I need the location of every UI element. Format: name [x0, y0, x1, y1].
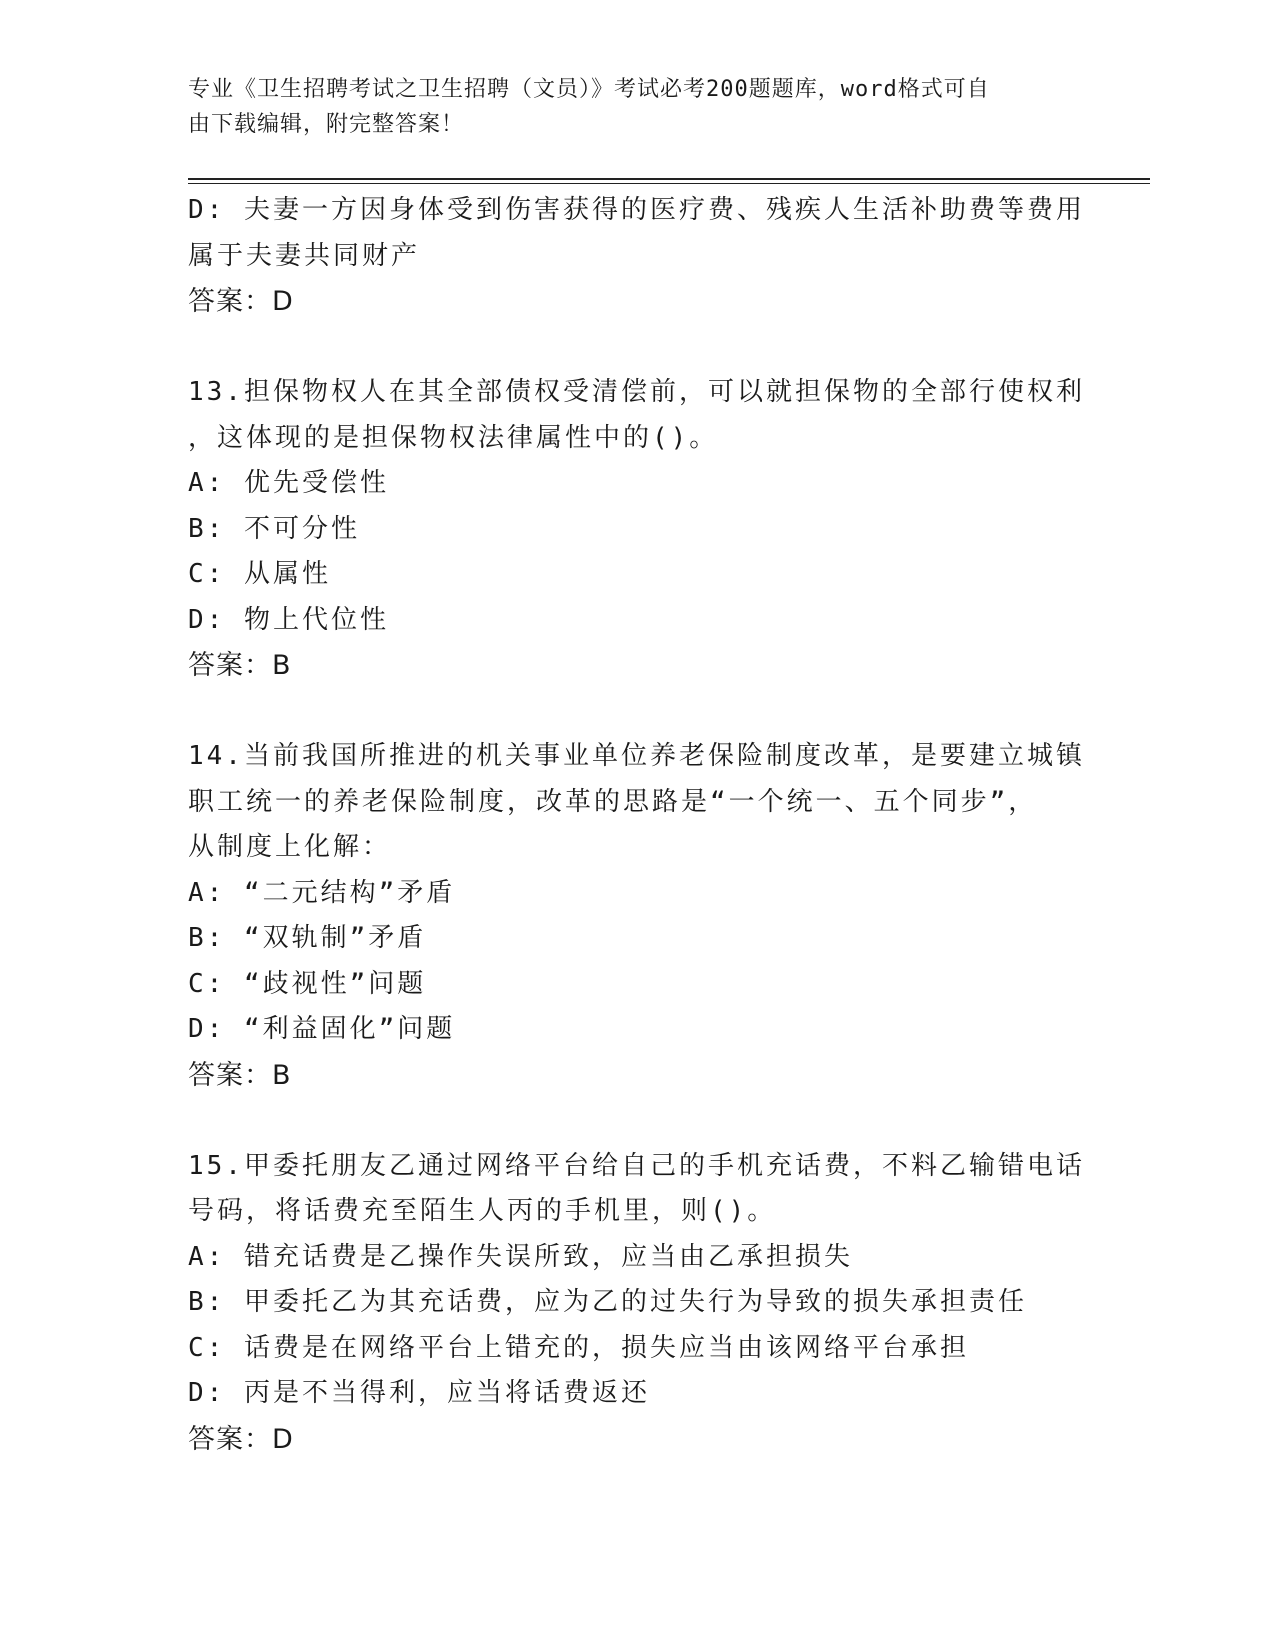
question-stem-line: 从制度上化解：: [188, 832, 392, 862]
answer-line: 答案：D: [188, 1423, 294, 1455]
question-fragment: [188, 188, 1085, 325]
answer-line: 答案：B: [188, 650, 292, 681]
document-header: [188, 72, 1088, 142]
option-d-line-1: D: 夫妻一方因身体受到伤害获得的医疗费、残疾人生活补助费等费用: [188, 195, 1085, 225]
question-13: [188, 370, 1085, 689]
option-a: A: 优先受偿性: [188, 468, 389, 498]
option-a: A: “二元结构”矛盾: [188, 877, 456, 908]
option-d: D: “利益固化”问题: [188, 1014, 456, 1044]
option-c: C: 从属性: [188, 559, 331, 589]
question-stem-line: 15.甲委托朋友乙通过网络平台给自己的手机充话费，不料乙输错电话: [188, 1150, 1085, 1181]
header-line-2: 由下载编辑，附完整答案！: [188, 112, 465, 137]
option-d-line-2: 属于夫妻共同财产: [188, 240, 421, 271]
option-a: A: 错充话费是乙操作失误所致，应当由乙承担损失: [188, 1241, 853, 1272]
option-c: C: 话费是在网络平台上错充的，损失应当由该网络平台承担: [188, 1332, 969, 1363]
option-d: D: 丙是不当得利，应当将话费返还: [188, 1378, 650, 1408]
question-15: [188, 1144, 1085, 1463]
option-b: B: “双轨制”矛盾: [188, 923, 427, 953]
question-stem-line: 13.担保物权人在其全部债权受清偿前，可以就担保物的全部行使权利: [188, 377, 1085, 407]
header-rule-thick: [188, 178, 1150, 180]
question-stem-line: 号码，将话费充至陌生人丙的手机里，则()。: [188, 1196, 777, 1226]
question-14: [188, 734, 1085, 1098]
document-body: [188, 188, 1085, 1462]
header-rule-thin: [188, 183, 1150, 184]
option-b: B: 甲委托乙为其充话费，应为乙的过失行为导致的损失承担责任: [188, 1287, 1027, 1317]
question-stem-line: 职工统一的养老保险制度，改革的思路是“一个统一、五个同步”，: [188, 786, 1038, 817]
option-d: D: 物上代位性: [188, 604, 389, 635]
question-stem-line: ，这体现的是担保物权法律属性中的()。: [188, 422, 719, 453]
option-c: C: “歧视性”问题: [188, 968, 427, 999]
question-stem-line: 14.当前我国所推进的机关事业单位养老保险制度改革，是要建立城镇: [188, 741, 1085, 771]
answer-line: 答案：D: [188, 286, 294, 317]
header-line-1: 专业《卫生招聘考试之卫生招聘（文员）》考试必考200题题库，word格式可自: [188, 77, 990, 102]
option-b: B: 不可分性: [188, 513, 360, 544]
answer-line: 答案：B: [188, 1059, 292, 1091]
